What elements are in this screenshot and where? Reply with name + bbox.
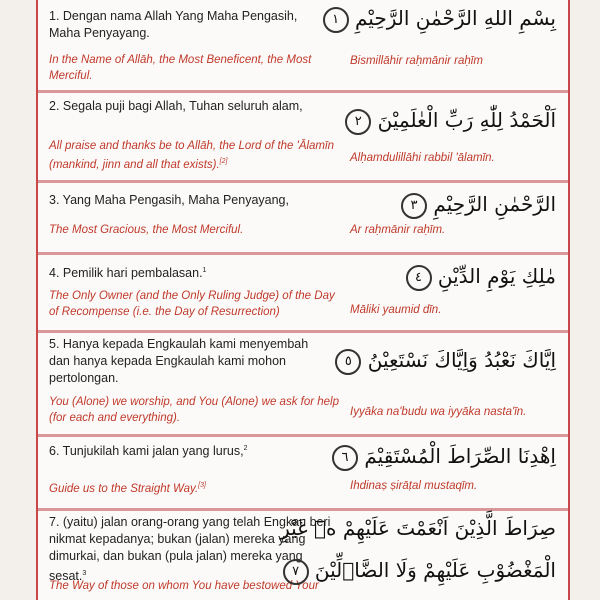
verse-4-arabic [400,264,556,291]
verse-3-arabic [395,192,556,219]
verse-1-indonesian: 1. Dengan nama Allah Yang Maha Pengasih, Maha Penyayang. [49,9,298,40]
verse-6-number-marker: ٦ [332,445,358,471]
verse-1-number-marker: ١ [323,7,349,33]
verse-5-arabic-text: اِيَّاكَ نَعْبُدُ وَاِيَّاكَ نَسْتَعِيْنُ [367,348,556,372]
verse-4-indonesian [49,262,329,282]
verse-2-indonesian: 2. Segala puji bagi Allah, Tuhan seluruh alam, [49,99,303,113]
verse-5-english: You (Alone) we worship, and You (Alone) we ask for help (for each and everything). [49,396,340,424]
verse-5 [38,330,568,437]
verse-4-english: The Only Owner (and the Only Ruling Judge) of the Day of Recompense (i.e. the Day of Resurrection) [49,290,335,318]
verse-2-number-marker: ٢ [345,109,371,135]
quran-page [36,0,570,600]
verse-2-footnote-ref: [2] [219,158,228,165]
verse-4 [38,252,568,333]
verse-2-arabic [339,108,556,135]
verse-7 [38,508,568,600]
verse-6-english-text: Guide us to the Straight Way. [49,482,199,495]
verse-7-number-marker: ٧ [283,559,309,585]
verse-3-transliteration: Ar raḥmānir raḥīm. [350,224,446,236]
verse-3 [38,180,568,255]
verse-5-indonesian: 5. Hanya kepada Engkaulah kami menyembah dan hanya kepada Engkaulah kami mohon pertolongan. [49,337,309,385]
verse-1 [38,0,568,93]
verse-7-footnote-ref: 3 [82,570,87,577]
verse-1-english: In the Name of Allāh, the Most Beneficent, the Most Merciful. [49,54,312,82]
verse-6-transliteration: Ihdinaṣ ṣirāṭal mustaqīm. [350,480,478,492]
verse-4-arabic-text: مٰلِكِ يَوْمِ الدِّيْنِ [437,264,556,288]
verse-2-english-text: All praise and thanks be to Allāh, the Lord of the 'Ālamīn (mankind, jinn and all that exists). [49,140,334,171]
verse-1-arabic [317,6,556,33]
verse-4-number-marker: ٤ [406,265,432,291]
verse-6-english [49,478,339,497]
verse-2-english [49,138,339,173]
verse-6 [38,434,568,511]
verse-6-footnote-ref: 2 [243,445,248,452]
verse-7-arabic-line-2 [277,558,556,585]
verse-6-english-footnote-ref: [3] [198,482,206,489]
verse-3-english: The Most Gracious, the Most Merciful. [49,224,244,236]
verse-7-arabic-line-1: صِرَاطَ الَّذِيْنَ اَنْعَمْتَ عَلَيْهِمْ ەۙ غَيْرِ [280,516,556,540]
verse-3-indonesian: 3. Yang Maha Pengasih, Maha Penyayang, [49,193,289,207]
verse-2-arabic-text: اَلْحَمْدُ لِلّٰهِ رَبِّ الْعٰلَمِيْنَ [377,108,556,132]
verse-6-arabic-text: اِهْدِنَا الصِّرَاطَ الْمُسْتَقِيْمَ [364,444,556,468]
verse-6-arabic [326,444,556,471]
verse-1-transliteration: Bismillāhir raḥmānir raḥīm [350,55,483,67]
verse-1-arabic-text: بِسْمِ اللهِ الرَّحْمٰنِ الرَّحِيْمِ [354,6,556,30]
verse-5-arabic [329,348,556,375]
verse-4-footnote-ref: 1 [202,267,207,274]
verse-3-arabic-text: الرَّحْمٰنِ الرَّحِيْمِ [433,192,556,216]
verse-7-indonesian-text: 7. (yaitu) jalan orang-orang yang telah Engkau beri nikmat kepadanya; bukan (jalan) mereka yang dimurkai, dan bukan (pula jalan) mereka yang sesat. [49,515,331,584]
verse-5-transliteration: Iyyāka na'budu wa iyyāka nasta'īn. [350,406,527,418]
verse-4-transliteration: Māliki yaumid dīn. [350,304,442,316]
verse-4-indonesian-text: 4. Pemilik hari pembalasan. [49,266,203,281]
verse-3-number-marker: ٣ [401,193,427,219]
verse-2 [38,90,568,183]
verse-5-number-marker: ٥ [335,349,361,375]
verse-7-english: The Way of those on whom You have bestowed Your [49,580,319,592]
verse-6-indonesian [49,440,329,460]
verse-6-indonesian-text: 6. Tunjukilah kami jalan yang lurus, [49,444,244,459]
verse-7-arabic-text: الْمَغْضُوْبِ عَلَيْهِمْ وَلَا الضَّاۤلِّيْنَ [314,558,556,582]
verse-2-transliteration: Alḥamdulillāhi rabbil 'ālamīn. [350,152,495,164]
